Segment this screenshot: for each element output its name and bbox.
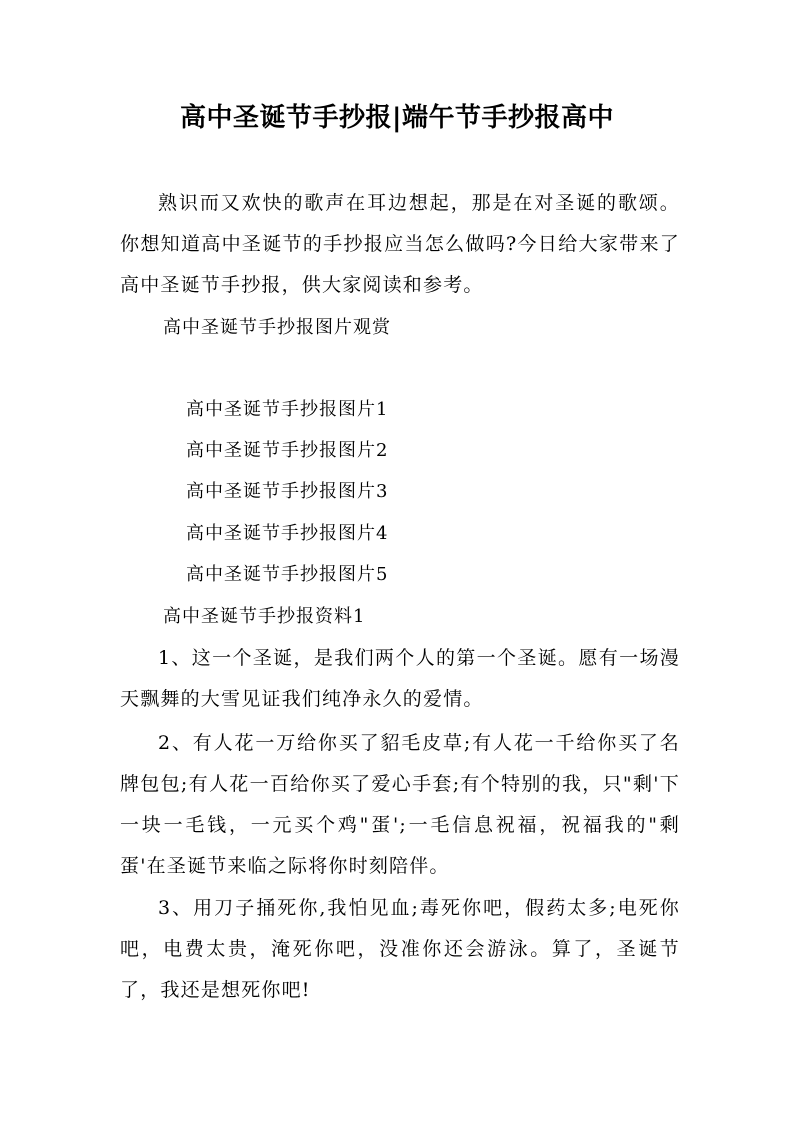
gallery-item-3: 高中圣诞节手抄报图片3 [186, 481, 389, 502]
page-title: 高中圣诞节手抄报|端午节手抄报高中 [180, 103, 614, 133]
gallery-heading: 高中圣诞节手抄报图片观赏 [163, 317, 391, 338]
gallery-item-4: 高中圣诞节手抄报图片4 [186, 523, 389, 544]
content-paragraph-3: 3、用刀子捅死你,我怕见血;毒死你吧，假药太多;电死你吧，电费太贵，淹死你吧，没准你还会游泳。算了，圣诞节了，我还是想死你吧! [120, 897, 680, 1001]
content-paragraph-2: 2、有人花一万给你买了貂毛皮草;有人花一千给你买了名牌包包;有人花一百给你买了爱心手套;有个特别的我，只"剩'下一块一毛钱，一元买个鸡"蛋';一毛信息祝福，祝福我的"剩蛋'在圣诞节来临之际将你时刻陪伴。 [120, 732, 680, 877]
content-paragraph-1: 1、这一个圣诞，是我们两个人的第一个圣诞。愿有一场漫天飘舞的大雪见证我们纯净永久的爱情。 [120, 647, 680, 710]
gallery-item-2: 高中圣诞节手抄报图片2 [186, 440, 389, 461]
gallery-item-5: 高中圣诞节手抄报图片5 [186, 564, 389, 585]
material-heading: 高中圣诞节手抄报资料1 [163, 606, 366, 627]
intro-paragraph: 熟识而又欢快的歌声在耳边想起，那是在对圣诞的歌颂。你想知道高中圣诞节的手抄报应当怎么做吗?今日给大家带来了高中圣诞节手抄报，供大家阅读和参考。 [120, 192, 680, 296]
gallery-item-1: 高中圣诞节手抄报图片1 [186, 399, 389, 420]
